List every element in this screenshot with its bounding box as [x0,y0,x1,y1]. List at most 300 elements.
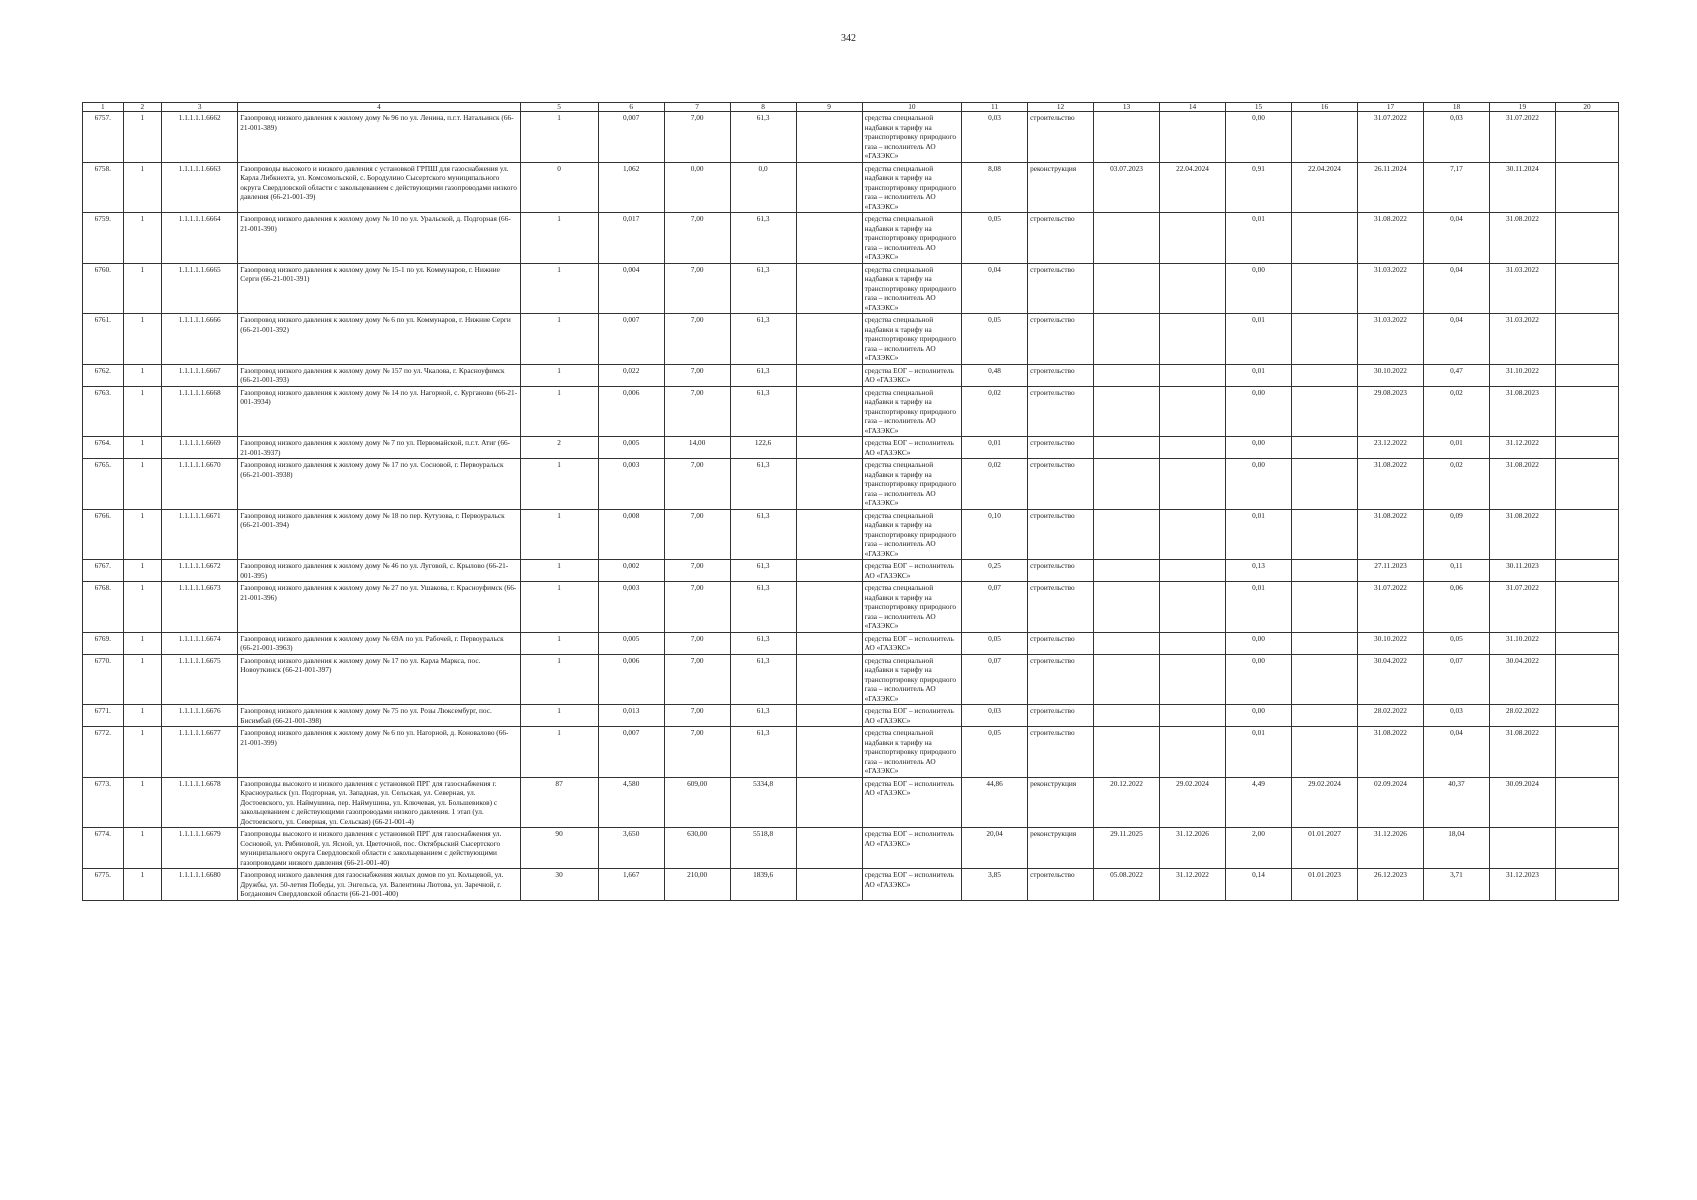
funding-source-cell: средства специальной надбавки к тарифу на транспортировку природного газа – исполнитель АО «ГАЗЭКС» [862,162,961,213]
table-cell [796,314,862,365]
table-row [83,727,1619,778]
table-cell: 1 [520,386,598,437]
work-type-cell: строительство [1028,509,1094,560]
table-cell: 0,00 [1226,632,1292,654]
table-body [83,112,1619,901]
table-cell [796,727,862,778]
code-cell: 1.1.1.1.1.6676 [162,705,238,727]
row-number-cell: 6761. [83,314,124,365]
description-cell: Газопровод низкого давления к жилому дому № 27 по ул. Ушакова, г. Красноуфимск (66-21-001-396) [238,582,520,633]
table-cell: 0,48 [962,364,1028,386]
column-header: 4 [238,103,520,112]
table-row [83,582,1619,633]
table-cell: 0,05 [962,727,1028,778]
table-cell: 31.03.2022 [1489,314,1555,365]
table-cell: 26.11.2024 [1357,162,1423,213]
table-cell: 29.02.2024 [1292,777,1358,828]
table-cell: 22.04.2024 [1160,162,1226,213]
table-cell: 1 [520,364,598,386]
table-cell [1160,213,1226,264]
table-cell: 0,00 [1226,386,1292,437]
work-type-cell: строительство [1028,364,1094,386]
table-cell [1160,727,1226,778]
table-cell: 3,650 [598,828,664,869]
table-cell: 0,0 [730,162,796,213]
table-cell: 30.10.2022 [1357,632,1423,654]
table-cell: 0,04 [1423,314,1489,365]
table-cell: 1 [123,314,162,365]
table-cell: 29.08.2023 [1357,386,1423,437]
table-cell: 02.09.2024 [1357,777,1423,828]
table-cell [1555,509,1618,560]
table-cell [1555,162,1618,213]
description-cell: Газопровод низкого давления к жилому дому № 6 по ул. Нагорной, д. Коновалово (66-21-001-399) [238,727,520,778]
table-cell: 0,04 [1423,263,1489,314]
table-cell: 1 [520,705,598,727]
table-cell: 0,005 [598,437,664,459]
table-cell: 0,00 [1226,654,1292,705]
work-type-cell: строительство [1028,112,1094,163]
funding-source-cell: средства ЕОГ – исполнитель АО «ГАЗЭКС» [862,364,961,386]
table-cell [1555,112,1618,163]
row-number-cell: 6765. [83,459,124,510]
table-cell: 0,05 [1423,632,1489,654]
code-cell: 1.1.1.1.1.6666 [162,314,238,365]
funding-source-cell: средства ЕОГ – исполнитель АО «ГАЗЭКС» [862,560,961,582]
table-cell: 0,022 [598,364,664,386]
table-cell: 0,013 [598,705,664,727]
funding-source-cell: средства ЕОГ – исполнитель АО «ГАЗЭКС» [862,869,961,901]
table-cell [1160,632,1226,654]
table-cell: 30.10.2022 [1357,364,1423,386]
table-cell [1160,705,1226,727]
table-cell: 1 [520,112,598,163]
table-cell: 0,006 [598,654,664,705]
table-cell: 0,01 [1423,437,1489,459]
table-cell: 5334,8 [730,777,796,828]
table-cell: 4,580 [598,777,664,828]
table-cell: 0,00 [1226,705,1292,727]
table-cell: 1 [123,386,162,437]
funding-source-cell: средства ЕОГ – исполнитель АО «ГАЗЭКС» [862,828,961,869]
table-row [83,314,1619,365]
table-cell: 122,6 [730,437,796,459]
table-cell: 0,02 [962,459,1028,510]
table-cell: 61,3 [730,364,796,386]
table-cell: 29.11.2025 [1094,828,1160,869]
table-cell: 1 [520,459,598,510]
table-row [83,869,1619,901]
table-cell: 61,3 [730,509,796,560]
table-cell: 0,03 [962,112,1028,163]
table-cell [796,654,862,705]
code-cell: 1.1.1.1.1.6679 [162,828,238,869]
work-type-cell: реконструкция [1028,828,1094,869]
description-cell: Газопровод низкого давления для газоснабжения жилых домов по ул. Кольцевой, ул. Дружбы, ул. 50-летия Победы, ул. Энгельса, ул. Валентины Лютова, ул. Заречной, г. Богданович Свердловской области (66-21-001-400) [238,869,520,901]
description-cell: Газопровод низкого давления к жилому дому № 157 по ул. Чкалова, г. Красноуфимск (66-21-001-393) [238,364,520,386]
row-number-cell: 6757. [83,112,124,163]
code-cell: 1.1.1.1.1.6663 [162,162,238,213]
table-cell: 0,01 [1226,582,1292,633]
table-cell: 31.08.2022 [1357,727,1423,778]
code-cell: 1.1.1.1.1.6674 [162,632,238,654]
table-cell: 31.08.2022 [1357,459,1423,510]
table-cell: 1 [123,654,162,705]
column-header: 2 [123,103,162,112]
table-cell: 1 [123,213,162,264]
row-number-cell: 6772. [83,727,124,778]
table-cell: 31.12.2022 [1160,869,1226,901]
table-cell: 27.11.2023 [1357,560,1423,582]
row-number-cell: 6773. [83,777,124,828]
table-cell: 1 [123,560,162,582]
table-cell: 7,00 [664,582,730,633]
table-cell: 7,00 [664,509,730,560]
table-cell [1555,632,1618,654]
table-cell: 0,47 [1423,364,1489,386]
table-cell [1094,112,1160,163]
funding-source-cell: средства специальной надбавки к тарифу на транспортировку природного газа – исполнитель АО «ГАЗЭКС» [862,386,961,437]
table-cell [796,386,862,437]
table-cell [1094,727,1160,778]
table-cell: 61,3 [730,112,796,163]
table-cell [796,828,862,869]
table-cell [1160,459,1226,510]
table-cell [1555,777,1618,828]
table-cell: 7,00 [664,112,730,163]
table-cell [1094,509,1160,560]
table-cell: 0,02 [1423,459,1489,510]
table-cell [1555,364,1618,386]
description-cell: Газопровод низкого давления к жилому дому № 18 по пер. Кутузова, г. Первоуральск (66-21-001-394) [238,509,520,560]
table-row [83,705,1619,727]
table-cell: 0,91 [1226,162,1292,213]
table-cell [1160,582,1226,633]
table-cell: 1 [123,705,162,727]
row-number-cell: 6762. [83,364,124,386]
table-cell [1292,582,1358,633]
work-type-cell: строительство [1028,869,1094,901]
table-cell: 7,00 [664,632,730,654]
table-cell [1094,263,1160,314]
table-cell: 0,01 [1226,314,1292,365]
work-type-cell: реконструкция [1028,162,1094,213]
table-cell: 30.11.2024 [1489,162,1555,213]
table-cell: 31.12.2023 [1489,869,1555,901]
table-row [83,162,1619,213]
table-cell: 40,37 [1423,777,1489,828]
table-cell: 0,03 [1423,705,1489,727]
table-cell [796,560,862,582]
table-cell: 05.08.2022 [1094,869,1160,901]
table-cell: 630,00 [664,828,730,869]
table-cell: 1 [123,869,162,901]
table-cell: 7,00 [664,263,730,314]
table-cell [1555,828,1618,869]
table-cell: 31.08.2022 [1489,213,1555,264]
table-cell: 1 [520,509,598,560]
table-cell: 0,07 [1423,654,1489,705]
table-cell: 0,03 [1423,112,1489,163]
table-cell: 18,04 [1423,828,1489,869]
table-cell [1292,509,1358,560]
table-cell: 0,09 [1423,509,1489,560]
table-cell: 31.08.2022 [1489,727,1555,778]
table-cell: 1 [520,314,598,365]
code-cell: 1.1.1.1.1.6680 [162,869,238,901]
code-cell: 1.1.1.1.1.6667 [162,364,238,386]
table-cell [1292,632,1358,654]
table-cell: 20,04 [962,828,1028,869]
table-cell: 7,00 [664,560,730,582]
table-cell [1292,386,1358,437]
column-header: 1 [83,103,124,112]
table-cell: 0,003 [598,459,664,510]
table-cell: 1 [520,213,598,264]
table-cell: 1 [520,632,598,654]
table-cell [1555,869,1618,901]
table-cell: 31.07.2022 [1489,112,1555,163]
table-cell: 1,062 [598,162,664,213]
table-cell: 1 [123,727,162,778]
table-cell [1094,582,1160,633]
work-type-cell: строительство [1028,213,1094,264]
table-cell [1160,112,1226,163]
funding-source-cell: средства ЕОГ – исполнитель АО «ГАЗЭКС» [862,632,961,654]
code-cell: 1.1.1.1.1.6678 [162,777,238,828]
table-cell: 30.11.2023 [1489,560,1555,582]
column-header: 16 [1292,103,1358,112]
table-cell [1094,364,1160,386]
row-number-cell: 6767. [83,560,124,582]
table-cell: 0,003 [598,582,664,633]
table-cell: 0,01 [1226,727,1292,778]
table-cell [796,869,862,901]
description-cell: Газопровод низкого давления к жилому дому № 69А по ул. Рабочей, г. Первоуральск (66-21-001-3963) [238,632,520,654]
row-number-cell: 6766. [83,509,124,560]
table-cell: 1,667 [598,869,664,901]
table-cell: 0,07 [962,582,1028,633]
table-cell [1555,437,1618,459]
table-cell: 29.02.2024 [1160,777,1226,828]
work-type-cell: строительство [1028,705,1094,727]
table-cell [796,162,862,213]
funding-source-cell: средства специальной надбавки к тарифу на транспортировку природного газа – исполнитель АО «ГАЗЭКС» [862,112,961,163]
table-cell [1094,437,1160,459]
table-cell: 0,11 [1423,560,1489,582]
table-cell: 0,02 [962,386,1028,437]
table-cell: 26.12.2023 [1357,869,1423,901]
table-cell [1292,314,1358,365]
table-cell: 03.07.2023 [1094,162,1160,213]
table-row [83,509,1619,560]
code-cell: 1.1.1.1.1.6665 [162,263,238,314]
funding-source-cell: средства ЕОГ – исполнитель АО «ГАЗЭКС» [862,705,961,727]
table-row [83,213,1619,264]
table-cell [1160,654,1226,705]
table-cell [1094,632,1160,654]
table-cell: 31.08.2022 [1357,213,1423,264]
table-cell [1292,437,1358,459]
column-header: 5 [520,103,598,112]
column-header: 20 [1555,103,1618,112]
row-number-cell: 6763. [83,386,124,437]
table-cell: 31.03.2022 [1489,263,1555,314]
table-cell [1094,705,1160,727]
work-type-cell: строительство [1028,459,1094,510]
table-cell: 31.07.2022 [1357,112,1423,163]
table-cell: 61,3 [730,705,796,727]
table-cell: 7,17 [1423,162,1489,213]
table-cell: 61,3 [730,213,796,264]
table-row [83,386,1619,437]
row-number-cell: 6771. [83,705,124,727]
funding-source-cell: средства ЕОГ – исполнитель АО «ГАЗЭКС» [862,437,961,459]
table-cell: 0,007 [598,727,664,778]
page-number: 342 [841,33,856,44]
table-cell: 0,01 [962,437,1028,459]
table-cell: 30.04.2022 [1489,654,1555,705]
description-cell: Газопроводы высокого и низкого давления с установкой ПРГ для газоснабжения ул. Сосновой, ул. Рябиновой, ул. Ясной, ул. Цветочной, пос. Октябрьский Сысертского муниципального округа Свердловской области с закольцеванием с действующими газопроводами низкого давления (66-21-001-40) [238,828,520,869]
table-cell [1160,509,1226,560]
table-cell: 0,10 [962,509,1028,560]
table-cell [1094,213,1160,264]
table-cell [796,364,862,386]
table-cell: 0,017 [598,213,664,264]
table-cell [1489,828,1555,869]
table-cell: 1 [123,437,162,459]
table-cell [1555,705,1618,727]
table-cell: 31.12.2026 [1160,828,1226,869]
table-row [83,437,1619,459]
table-cell: 23.12.2022 [1357,437,1423,459]
table-cell: 0,01 [1226,213,1292,264]
table-cell [1292,112,1358,163]
table-cell: 01.01.2023 [1292,869,1358,901]
table-cell [796,705,862,727]
table-cell: 0,07 [962,654,1028,705]
table-cell: 30 [520,869,598,901]
description-cell: Газопровод низкого давления к жилому дому № 75 по ул. Розы Люксембург, пос. Бисимбай (66-21-001-398) [238,705,520,727]
work-type-cell: строительство [1028,386,1094,437]
table-cell: 1 [123,632,162,654]
table-cell: 1 [520,582,598,633]
table-cell [796,263,862,314]
table-cell [1555,213,1618,264]
table-cell [1555,654,1618,705]
column-header: 14 [1160,103,1226,112]
row-number-cell: 6758. [83,162,124,213]
table-cell [1094,314,1160,365]
funding-source-cell: средства специальной надбавки к тарифу на транспортировку природного газа – исполнитель АО «ГАЗЭКС» [862,459,961,510]
table-cell: 61,3 [730,314,796,365]
table-cell: 0,06 [1423,582,1489,633]
table-cell [1160,386,1226,437]
table-cell: 0,01 [1226,364,1292,386]
table-cell: 31.08.2022 [1489,459,1555,510]
work-type-cell: строительство [1028,727,1094,778]
table-cell: 61,3 [730,727,796,778]
description-cell: Газопровод низкого давления к жилому дому № 6 по ул. Коммунаров, г. Нижние Серги (66-21-001-392) [238,314,520,365]
table-row [83,263,1619,314]
table-cell: 20.12.2022 [1094,777,1160,828]
table-cell: 1 [123,582,162,633]
funding-source-cell: средства специальной надбавки к тарифу на транспортировку природного газа – исполнитель АО «ГАЗЭКС» [862,727,961,778]
description-cell: Газопровод низкого давления к жилому дому № 10 по ул. Уральской, д. Подгорная (66-21-001-390) [238,213,520,264]
code-cell: 1.1.1.1.1.6673 [162,582,238,633]
work-type-cell: строительство [1028,632,1094,654]
table-cell [796,213,862,264]
table-cell: 0,00 [664,162,730,213]
table-cell: 4,49 [1226,777,1292,828]
table-row [83,112,1619,163]
table-cell: 0,006 [598,386,664,437]
table-cell: 31.08.2022 [1357,509,1423,560]
work-type-cell: строительство [1028,654,1094,705]
column-header: 19 [1489,103,1555,112]
column-header: 10 [862,103,961,112]
table-cell: 5518,8 [730,828,796,869]
funding-source-cell: средства ЕОГ – исполнитель АО «ГАЗЭКС» [862,777,961,828]
column-header: 12 [1028,103,1094,112]
description-cell: Газопровод низкого давления к жилому дому № 17 по ул. Карла Маркса, пос. Новоуткинск (66-21-001-397) [238,654,520,705]
table-cell: 31.10.2022 [1489,364,1555,386]
column-header: 15 [1226,103,1292,112]
table-cell: 0,04 [1423,213,1489,264]
funding-source-cell: средства специальной надбавки к тарифу на транспортировку природного газа – исполнитель АО «ГАЗЭКС» [862,263,961,314]
table-cell: 1 [123,263,162,314]
table-cell [1094,654,1160,705]
table-cell: 7,00 [664,364,730,386]
funding-source-cell: средства специальной надбавки к тарифу на транспортировку природного газа – исполнитель АО «ГАЗЭКС» [862,509,961,560]
table-cell: 7,00 [664,386,730,437]
table-cell [1292,263,1358,314]
code-cell: 1.1.1.1.1.6671 [162,509,238,560]
table-cell: 28.02.2022 [1357,705,1423,727]
table-cell: 0,004 [598,263,664,314]
table-cell [1292,560,1358,582]
table-cell: 0,04 [1423,727,1489,778]
funding-source-cell: средства специальной надбавки к тарифу на транспортировку природного газа – исполнитель АО «ГАЗЭКС» [862,314,961,365]
table-row [83,828,1619,869]
table-cell: 3,85 [962,869,1028,901]
table-cell: 31.10.2022 [1489,632,1555,654]
table-cell: 0,002 [598,560,664,582]
table-cell: 61,3 [730,560,796,582]
table-cell: 28.02.2022 [1489,705,1555,727]
description-cell: Газопровод низкого давления к жилому дому № 15-1 по ул. Коммунаров, г. Нижние Серги (66-21-001-391) [238,263,520,314]
table-cell: 1 [123,777,162,828]
row-number-cell: 6774. [83,828,124,869]
table-cell: 31.12.2026 [1357,828,1423,869]
table-cell: 1 [123,509,162,560]
table-row [83,632,1619,654]
table-cell: 0,05 [962,632,1028,654]
description-cell: Газопровод низкого давления к жилому дому № 17 по ул. Сосновой, г. Первоуральск (66-21-001-3938) [238,459,520,510]
table-cell [1292,459,1358,510]
table-cell: 2 [520,437,598,459]
table-cell: 7,00 [664,213,730,264]
row-number-cell: 6760. [83,263,124,314]
table-cell [1160,263,1226,314]
table-cell: 44,86 [962,777,1028,828]
table-row [83,560,1619,582]
table-cell: 61,3 [730,386,796,437]
work-type-cell: строительство [1028,263,1094,314]
table-cell: 0,007 [598,112,664,163]
table-cell [1094,459,1160,510]
table-cell: 0,00 [1226,459,1292,510]
